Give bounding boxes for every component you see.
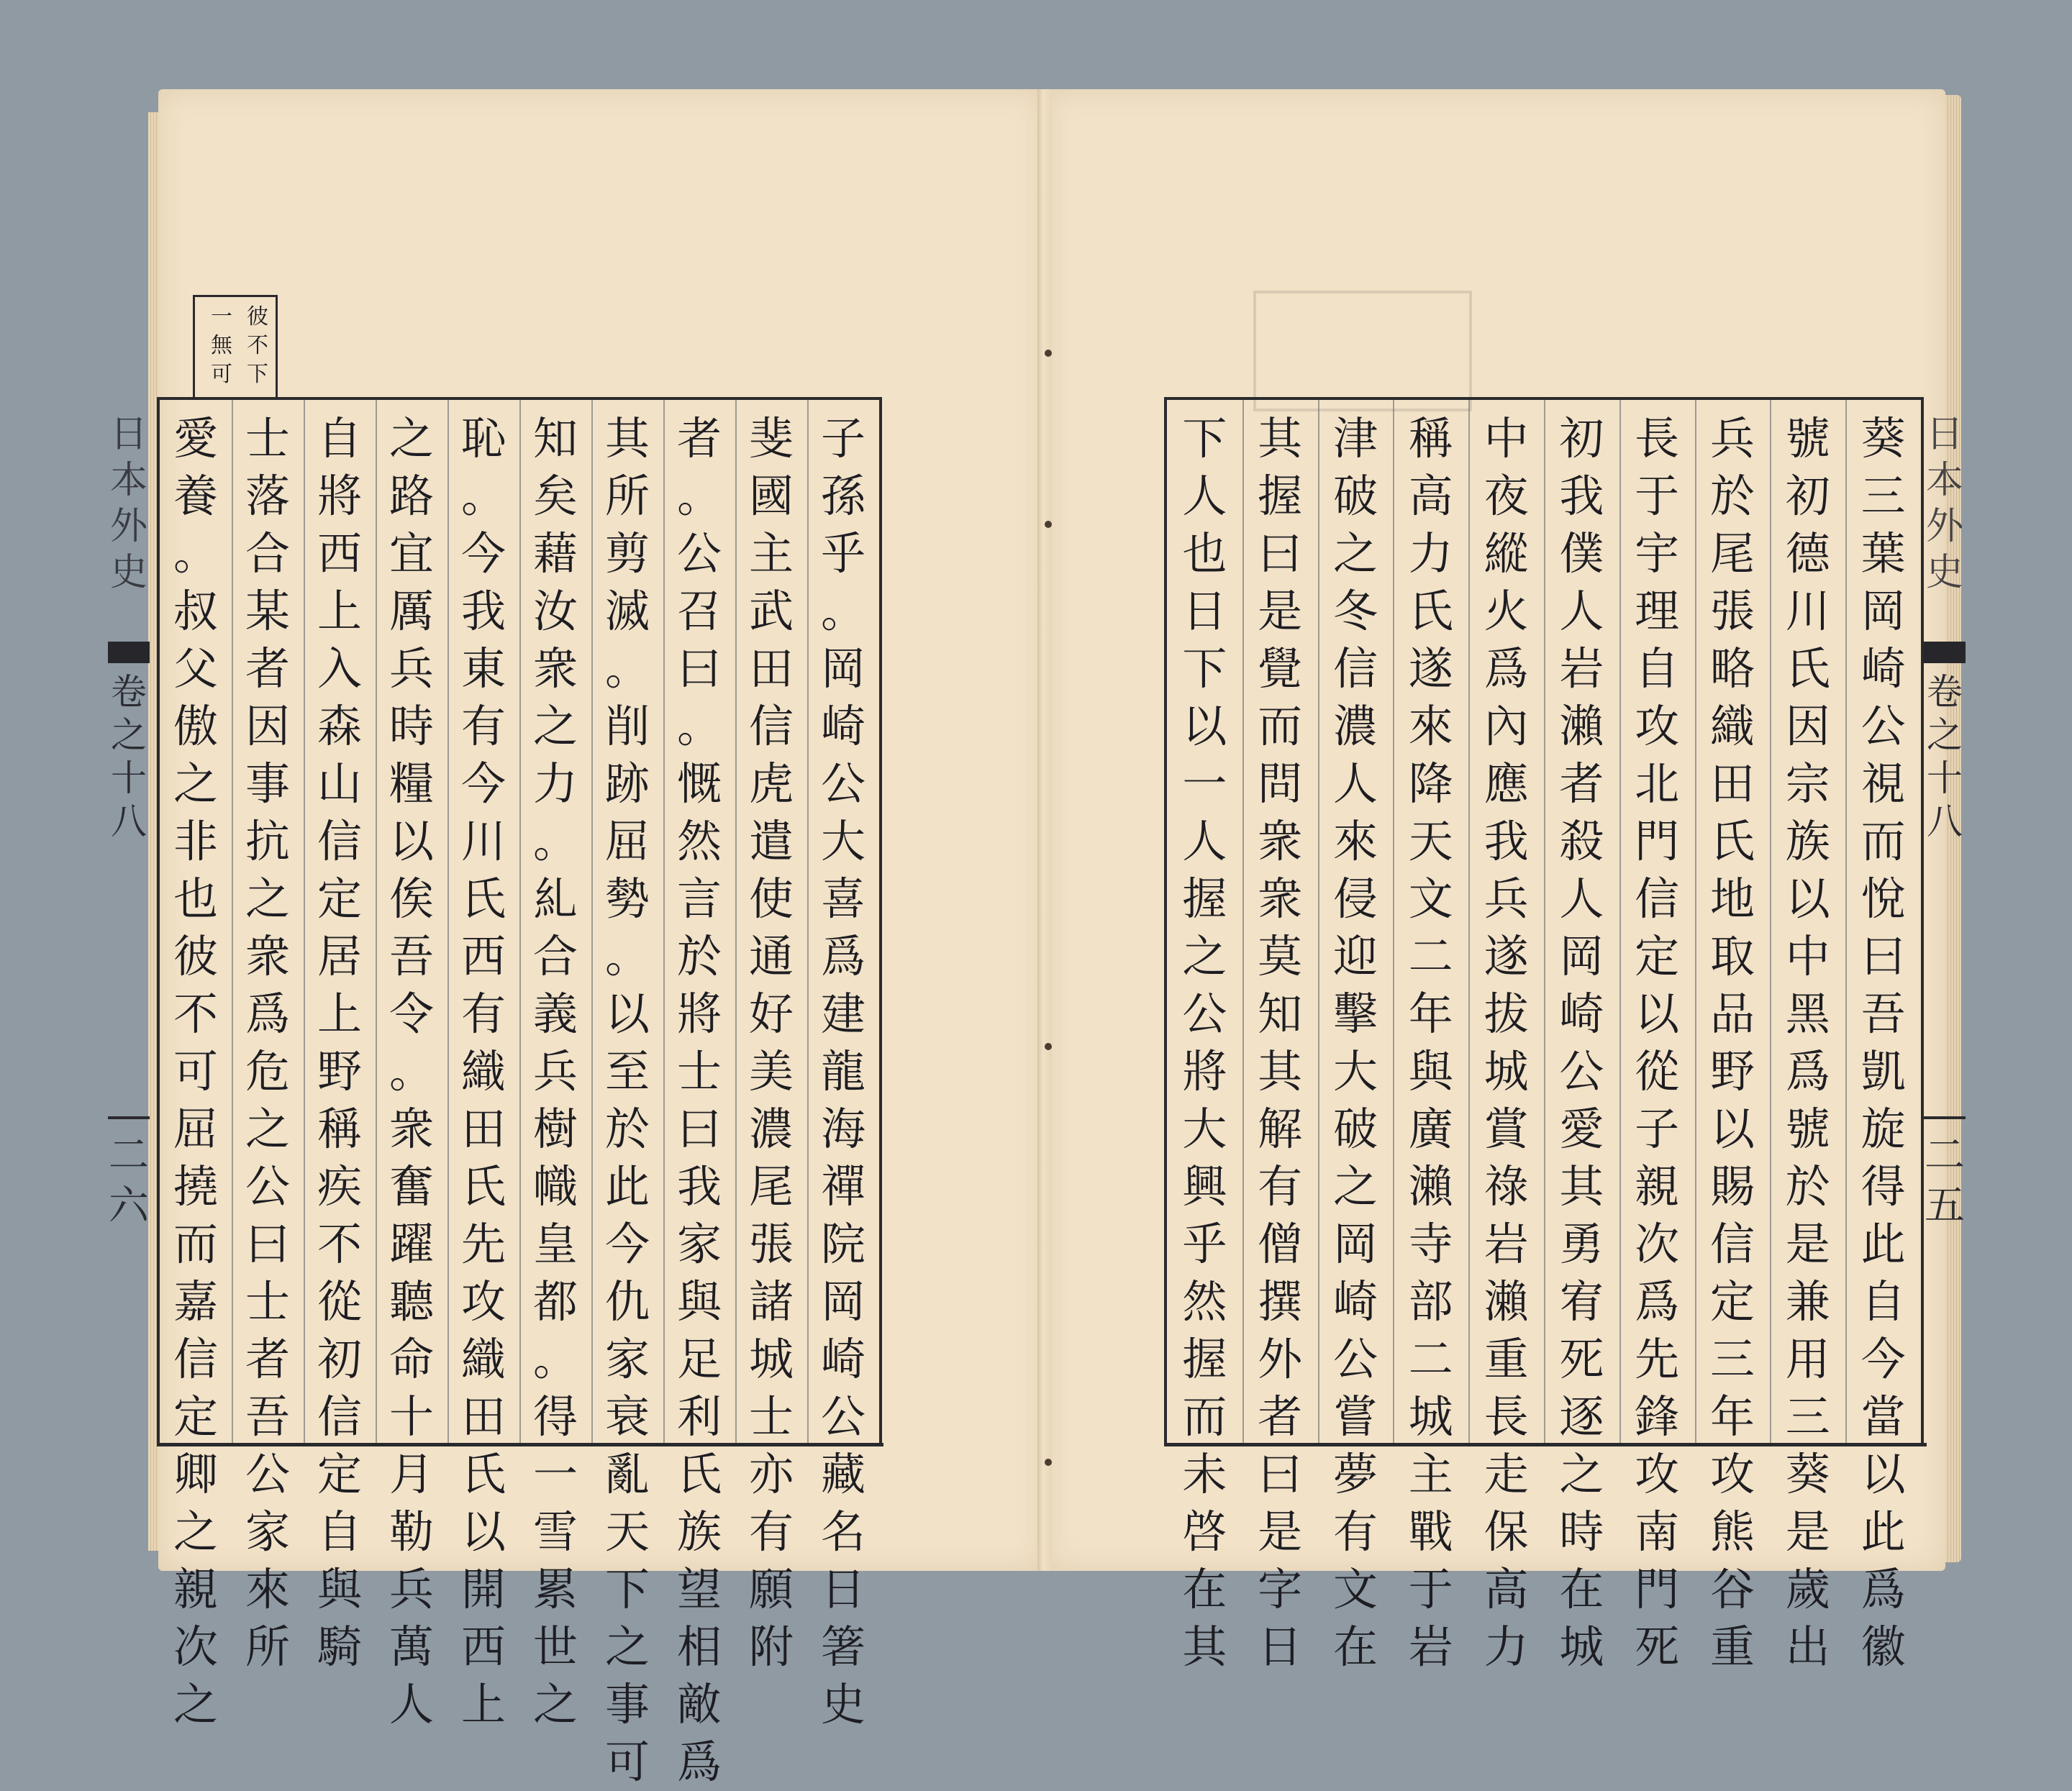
gloss-column: 一 無 可: [211, 304, 232, 387]
text-column: 津 破 之 冬 信 濃 人 來 侵 迎 擊 大 破 之 岡 崎 公 嘗 夢 有 文 在: [1332, 412, 1378, 1673]
column-rule: [1845, 400, 1847, 1443]
column-rule: [1318, 400, 1319, 1443]
text-column: 之 路 宜 厲 兵 時 糧 以 俟 吾 令 。 衆 奮 躍 聽 命 十 月 勒 兵 萬 人: [388, 412, 434, 1731]
column-rule: [232, 400, 233, 1443]
binding-hole: [1045, 1459, 1052, 1466]
margin-gloss: [193, 295, 278, 398]
folio-number: 二 五: [1925, 1132, 1965, 1229]
book-title: 日 本 外 史: [1925, 413, 1963, 594]
right-text-block: [1164, 397, 1924, 1673]
text-column: 稱 高 力 氏 遂 來 降 天 文 二 年 與 廣 瀨 寺 部 二 城 主 戰 于 岩: [1408, 412, 1453, 1673]
text-column: 斐 國 主 武 田 信 虎 遣 使 通 好 美 濃 尾 張 諸 城 士 亦 有 願 附: [748, 412, 794, 1673]
folio-rule: [1924, 1116, 1966, 1119]
text-column: 自 將 西 上 入 森 山 信 定 居 上 野 稱 疾 不 從 初 信 定 自 與 騎: [317, 412, 362, 1673]
column-rule: [735, 400, 737, 1443]
header-band: [108, 642, 150, 663]
column-rule: [663, 400, 665, 1443]
text-column: 兵 於 尾 張 略 織 田 氏 地 取 品 野 以 賜 信 定 三 年 攻 熊 谷 重: [1709, 412, 1755, 1673]
header-band: [1924, 642, 1966, 663]
page-bottom-rule: [1164, 1443, 1927, 1446]
binding-hole: [1045, 521, 1052, 528]
column-rule: [1544, 400, 1545, 1443]
folio-number: 二 六: [109, 1132, 149, 1229]
text-column: 者 。 公 召 曰 。 慨 然 言 於 將 士 曰 我 家 與 足 利 氏 族 望 相 敵 爲: [676, 412, 722, 1788]
text-column: 初 我 僕 人 岩 瀨 者 殺 人 岡 崎 公 愛 其 勇 宥 死 逐 之 時 在 城: [1559, 412, 1604, 1673]
text-column: 長 于 宇 理 自 攻 北 門 信 定 以 從 子 親 次 爲 先 鋒 攻 南 門 死: [1635, 412, 1680, 1673]
column-rule: [304, 400, 305, 1443]
book-title: 日 本 外 史: [109, 413, 147, 594]
left-header-strip: [101, 397, 157, 1440]
column-rule: [807, 400, 809, 1443]
volume-label: 卷 之 十 八: [1927, 671, 1963, 842]
volume-label: 卷 之 十 八: [111, 671, 147, 842]
left-text-block: [157, 397, 882, 1788]
text-column: 知 矣 藉 汝 衆 之 力 。 糺 合 義 兵 樹 幟 皇 都 。 得 一 雪 累 世 之: [532, 412, 578, 1731]
text-column: 愛 養 。 叔 父 傲 之 非 也 彼 不 可 屈 撓 而 嘉 信 定 卿 之 親 次 之: [173, 412, 218, 1731]
column-rule: [591, 400, 593, 1443]
column-rule: [1619, 400, 1621, 1443]
binding-hole: [1045, 1043, 1052, 1050]
text-column: 其 所 剪 滅 。 削 跡 屈 勢 。 以 至 於 此 今 仇 家 衰 亂 天 下 之 事 可: [604, 412, 650, 1788]
book-gutter: [1037, 89, 1052, 1571]
column-rule: [376, 400, 377, 1443]
text-column: 士 落 合 某 者 因 事 抗 之 衆 爲 危 之 公 曰 士 者 吾 公 家 來 所: [245, 412, 290, 1673]
text-column: 中 夜 縱 火 爲 內 應 我 兵 遂 拔 城 賞 祿 岩 瀨 重 長 走 保 高 力: [1483, 412, 1529, 1673]
text-column: 恥 。 今 我 東 有 今 川 氏 西 有 織 田 氏 先 攻 織 田 氏 以 開 西 上: [460, 412, 506, 1731]
column-rule: [1695, 400, 1696, 1443]
column-rule: [447, 400, 449, 1443]
column-rule: [1770, 400, 1771, 1443]
right-header-strip: [1917, 397, 1973, 1440]
text-column: 其 握 曰 是 覺 而 問 衆 衆 莫 知 其 解 有 僧 撰 外 者 曰 是 字 日: [1258, 412, 1303, 1673]
text-column: 下 人 也 日 下 以 一 人 握 之 公 將 大 興 乎 然 握 而 未 啓 在 其: [1182, 412, 1227, 1673]
folio-rule: [108, 1116, 150, 1119]
column-rule: [1242, 400, 1244, 1443]
library-stamp: [1253, 291, 1472, 411]
column-rule: [519, 400, 521, 1443]
text-column: 葵 三 葉 岡 崎 公 視 而 悅 曰 吾 凱 旋 得 此 自 今 當 以 此 爲 徽: [1860, 412, 1906, 1673]
text-column: 子 孫 乎 。 岡 崎 公 大 喜 爲 建 龍 海 禪 院 岡 崎 公 藏 名 日 箸 史: [820, 412, 865, 1731]
page-bottom-rule: [157, 1443, 883, 1446]
binding-hole: [1045, 350, 1052, 357]
gloss-column: 彼 不 下: [247, 304, 268, 387]
column-rule: [1393, 400, 1394, 1443]
text-column: 號 初 德 川 氏 因 宗 族 以 中 黑 爲 號 於 是 兼 用 三 葵 是 歲 出: [1785, 412, 1830, 1673]
column-rule: [1468, 400, 1470, 1443]
